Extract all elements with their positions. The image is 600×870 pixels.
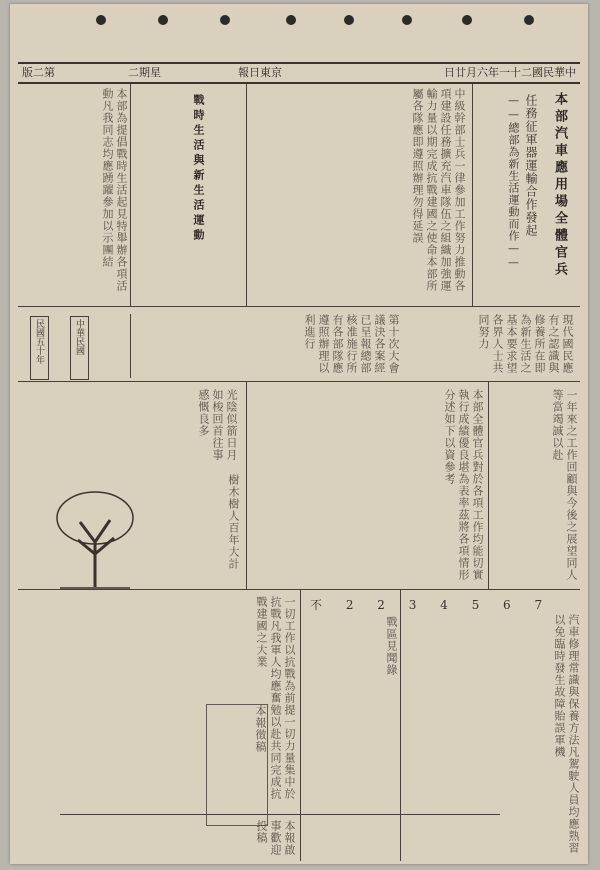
article-body: 汽車修理常識與保養方法凡駕駛人員均應熟習以免臨時發生故障貽誤軍機 [553, 614, 580, 854]
column-divider [488, 381, 489, 589]
page-header [18, 62, 580, 84]
column-title: 戰時生活與新生活運動 [192, 94, 205, 244]
article-body: 現代國民應有之認識與修養所在即為新生活之基本要求望各界人士共同努力 [477, 314, 574, 374]
issue-date: 日廿月六年一十二國民華中 [444, 66, 576, 79]
page-number: 版二第 [22, 66, 55, 79]
section-divider [18, 381, 580, 382]
number-row: 不 2 2 3 4 5 6 7 [310, 598, 553, 612]
column-divider [246, 84, 247, 306]
article-body: 一切工作以抗戰為前提一切力量集中於抗戰凡我軍人均應奮勉以赴共同完成抗戰建國之大業 [255, 596, 296, 800]
newspaper-page [10, 4, 588, 864]
column-divider [400, 589, 401, 861]
article-body: 一年來之工作回顧與今後之展望同人等當竭誠以赴 [551, 389, 578, 581]
column-divider [130, 314, 131, 378]
article-body: 本部為提倡戰時生活起見特舉辦各項活動凡我同志均應踴躍參加以示團結 [101, 88, 128, 292]
punch-hole [524, 15, 534, 25]
article-body: 本報啟事歡迎投稿 [255, 820, 296, 856]
boxed-notice: 本報徵稿 [206, 704, 268, 826]
stamp-box: 中華民國 [70, 316, 89, 380]
stamp-box: 民國五十年 [30, 316, 49, 380]
article-body: 本部全體官兵對於各項工作均能切實執行成績優良堪為表率茲將各項情形分述如下以資參考 [443, 389, 484, 581]
article-body: 光陰似箭日月如梭回首往事感慨良多 [197, 389, 238, 461]
punch-hole [462, 15, 472, 25]
headline-main: 本部汽車應用場全體官兵 [552, 92, 567, 279]
headline-sub2: ——總部為新生活運動而作—— [507, 94, 520, 270]
punch-hole [344, 15, 354, 25]
column-divider [300, 589, 301, 861]
article-body: 第十次大會議決各案經已呈報總部核准施行所有各部隊應遵照辦理以利進行 [303, 314, 400, 374]
column-divider [472, 84, 473, 306]
punch-hole [220, 15, 230, 25]
article-body: 戰區見聞錄 [385, 616, 398, 676]
punch-hole [286, 15, 296, 25]
punch-hole [96, 15, 106, 25]
headline-sub: 任務征軍器運輸合作發起 [524, 94, 538, 237]
column-divider [246, 381, 247, 589]
punch-hole [402, 15, 412, 25]
article-body: 中級幹部士兵一律參加工作努力推動各項建設任務擴充汽車隊伍之組織加強運輸力量以期完成抗戰建國之使命本部所屬各隊應即遵照辦理勿得延誤 [411, 88, 466, 292]
punch-hole [158, 15, 168, 25]
paper-name: 報日東京 [238, 66, 282, 79]
article-body: 樹木樹人百年大計 [227, 474, 240, 570]
section-divider [18, 306, 580, 307]
column-divider [130, 84, 131, 306]
weekday: 二期星 [128, 66, 161, 79]
tree-illustration [50, 482, 140, 592]
